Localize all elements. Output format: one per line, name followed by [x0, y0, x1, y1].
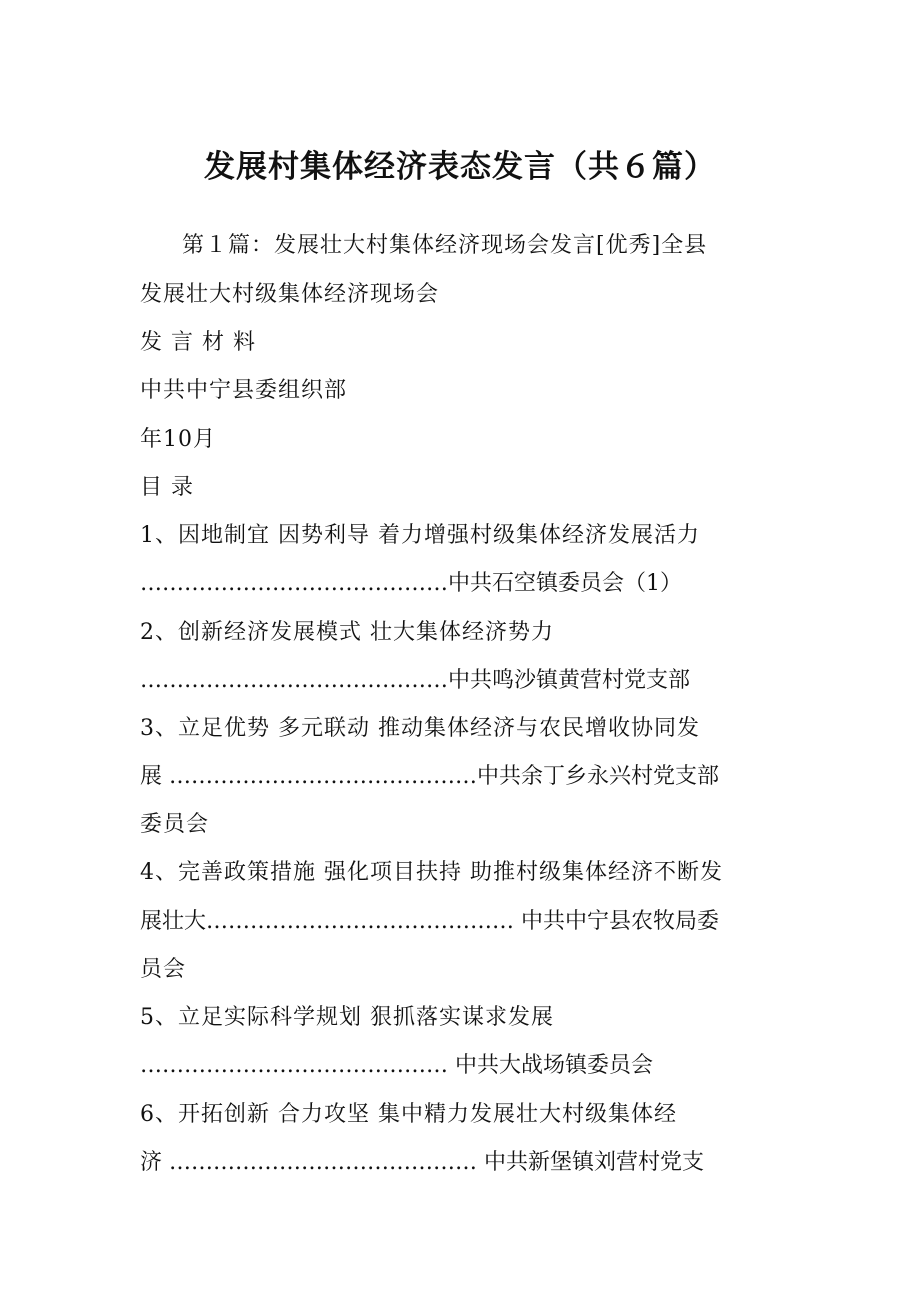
- doc-line-4: 中共中宁县委组织部: [140, 378, 348, 403]
- doc-line-6: 目 录: [140, 475, 194, 500]
- doc-line-1: 第１篇：发展壮大村集体经济现场会发言[优秀]全县: [182, 233, 708, 258]
- toc-item-3-cont: 委员会: [140, 812, 210, 837]
- toc-item-6-leader: 济 …………………………………… 中共新堡镇刘营村党支: [140, 1150, 704, 1175]
- toc-item-4-title: 4、完善政策措施 强化项目扶持 助推村级集体经济不断发: [140, 860, 723, 885]
- toc-item-4-cont: 员会: [140, 957, 187, 982]
- doc-line-2: 发展壮大村级集体经济现场会: [140, 282, 440, 307]
- doc-line-5: 年10月: [140, 427, 216, 452]
- toc-item-5-leader: …………………………………… 中共大战场镇委员会: [140, 1053, 653, 1078]
- document-title: 发展村集体经济表态发言（共６篇）: [204, 149, 716, 185]
- toc-item-3-leader: 展 ……………………………………中共余丁乡永兴村党支部: [140, 764, 719, 789]
- doc-line-3: 发 言 材 料: [140, 330, 256, 355]
- toc-item-1-title: 1、因地制宜 因势利导 着力增强村级集体经济发展活力: [140, 523, 700, 548]
- toc-item-6-title: 6、开拓创新 合力攻坚 集中精力发展壮大村级集体经: [140, 1102, 677, 1127]
- toc-item-2-title: 2、创新经济发展模式 壮大集体经济势力: [140, 620, 554, 645]
- toc-item-5-title: 5、立足实际科学规划 狠抓落实谋求发展: [140, 1005, 554, 1030]
- toc-item-3-title: 3、立足优势 多元联动 推动集体经济与农民增收协同发: [140, 716, 700, 741]
- toc-item-1-leader: ……………………………………中共石空镇委员会（1）: [140, 571, 682, 596]
- toc-item-4-leader: 展壮大…………………………………… 中共中宁县农牧局委: [140, 909, 719, 934]
- toc-item-2-leader: ……………………………………中共鸣沙镇黄营村党支部: [140, 668, 691, 693]
